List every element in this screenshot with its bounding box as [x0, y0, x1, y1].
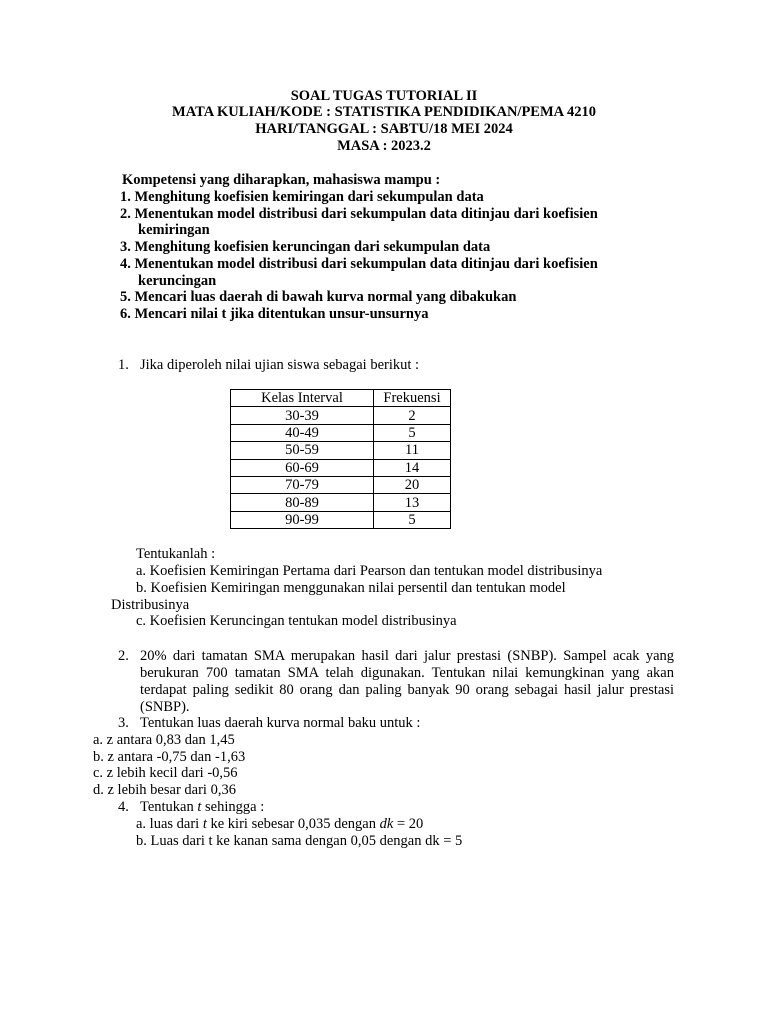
cell-interval: 40-49	[231, 424, 374, 441]
header-frekuensi: Frekuensi	[374, 390, 451, 407]
q1-part-a: a. Koefisien Kemiringan Pertama dari Pearson dan tentukan model distribusinya	[136, 563, 603, 579]
q1-part-c: c. Koefisien Keruncingan tentukan model distribusinya	[136, 613, 457, 629]
table-row	[231, 407, 451, 424]
q3-item-d: d. z lebih besar dari 0,36	[93, 782, 236, 798]
q4-part-a	[136, 816, 423, 833]
q4-text-pre: Tentukan	[140, 799, 198, 815]
table-row	[231, 442, 451, 459]
cell-frequency: 5	[374, 511, 451, 528]
table-row	[231, 494, 451, 511]
q3-text: Tentukan luas daerah kurva normal baku untuk :	[140, 715, 421, 731]
cell-frequency: 5	[374, 424, 451, 441]
semester: MASA : 2023.2	[337, 138, 431, 154]
q4-text-post: sehingga :	[201, 799, 265, 815]
q3-number: 3.	[118, 715, 129, 731]
table-header-row	[231, 390, 451, 407]
item-number: 1.	[120, 189, 131, 205]
cell-frequency: 14	[374, 459, 451, 476]
q1-number: 1.	[118, 357, 129, 373]
competency-item	[120, 206, 598, 223]
competency-item-cont: keruncingan	[138, 273, 217, 289]
table-row	[231, 424, 451, 441]
item-text: Menghitung koefisien kemiringan dari sekumpulan data	[134, 189, 484, 205]
cell-interval: 70-79	[231, 476, 374, 493]
item-text: Mencari luas daerah di bawah kurva normal yang dibakukan	[134, 289, 517, 305]
competency-item	[120, 306, 428, 323]
competency-item	[120, 239, 490, 256]
cell-frequency: 11	[374, 442, 451, 459]
q4a-mid: ke kiri sebesar 0,035 dengan	[206, 816, 380, 832]
item-text: Menentukan model distribusi dari sekumpulan data ditinjau dari koefisien	[134, 256, 598, 272]
cell-frequency: 2	[374, 407, 451, 424]
q3-item-b: b. z antara -0,75 dan -1,63	[93, 749, 246, 765]
cell-interval: 60-69	[231, 459, 374, 476]
q4-var-t: t	[197, 799, 202, 815]
course-code: MATA KULIAH/KODE : STATISTIKA PENDIDIKAN/PEMA 4210	[172, 104, 596, 120]
frequency-table	[230, 389, 451, 529]
q4a-pre: a. luas dari	[136, 816, 203, 832]
item-text: Menghitung koefisien keruncingan dari sekumpulan data	[134, 239, 491, 255]
q1-text: Jika diperoleh nilai ujian siswa sebagai berikut :	[140, 357, 420, 373]
cell-interval: 80-89	[231, 494, 374, 511]
table-row	[231, 476, 451, 493]
competency-item	[120, 289, 516, 306]
q1-part-b-cont: Distribusinya	[111, 597, 190, 613]
doc-title: SOAL TUGAS TUTORIAL II	[290, 88, 478, 104]
header-kelas-interval: Kelas Interval	[231, 390, 374, 407]
q4-part-b: b. Luas dari t ke kanan sama dengan 0,05 dengan dk = 5	[136, 833, 463, 849]
q1-tentukan: Tentukanlah :	[136, 546, 216, 562]
q2-text: 20% dari tamatan SMA merupakan hasil dari jalur prestasi (SNBP). Sampel acak yang berukuran 700 tamatan SMA telah digunakan. Tentukan nilai kemungkinan yang akan terdapat paling sedikit 80 orang dan paling banyak 90 orang sebagai hasil jalur prestasi (SNBP).	[140, 648, 674, 715]
q4a-var-dk: dk	[379, 816, 394, 832]
q4a-var-t: t	[202, 816, 207, 832]
competency-item-cont: kemiringan	[138, 222, 210, 238]
item-number: 4.	[120, 256, 131, 272]
cell-frequency: 20	[374, 476, 451, 493]
cell-interval: 90-99	[231, 511, 374, 528]
q2-number: 2.	[118, 648, 129, 664]
cell-interval: 30-39	[231, 407, 374, 424]
exam-date: HARI/TANGGAL : SABTU/18 MEI 2024	[255, 121, 513, 137]
item-text: Mencari nilai t jika ditentukan unsur-unsurnya	[134, 306, 429, 322]
table-row	[231, 511, 451, 528]
q1-part-b: b. Koefisien Kemiringan menggunakan nilai persentil dan tentukan model	[136, 580, 566, 596]
competency-intro: Kompetensi yang diharapkan, mahasiswa mampu :	[122, 172, 441, 188]
q4a-post: = 20	[393, 816, 424, 832]
item-number: 2.	[120, 206, 131, 222]
q3-item-c: c. z lebih kecil dari -0,56	[93, 765, 238, 781]
item-number: 6.	[120, 306, 131, 322]
item-number: 3.	[120, 239, 131, 255]
item-text: Menentukan model distribusi dari sekumpulan data ditinjau dari koefisien	[134, 206, 598, 222]
cell-frequency: 13	[374, 494, 451, 511]
competency-item	[120, 189, 484, 206]
q4-text	[140, 799, 264, 816]
table-row	[231, 459, 451, 476]
q3-item-a: a. z antara 0,83 dan 1,45	[93, 732, 235, 748]
q4-number: 4.	[118, 799, 129, 815]
competency-item	[120, 256, 598, 273]
item-number: 5.	[120, 289, 131, 305]
cell-interval: 50-59	[231, 442, 374, 459]
